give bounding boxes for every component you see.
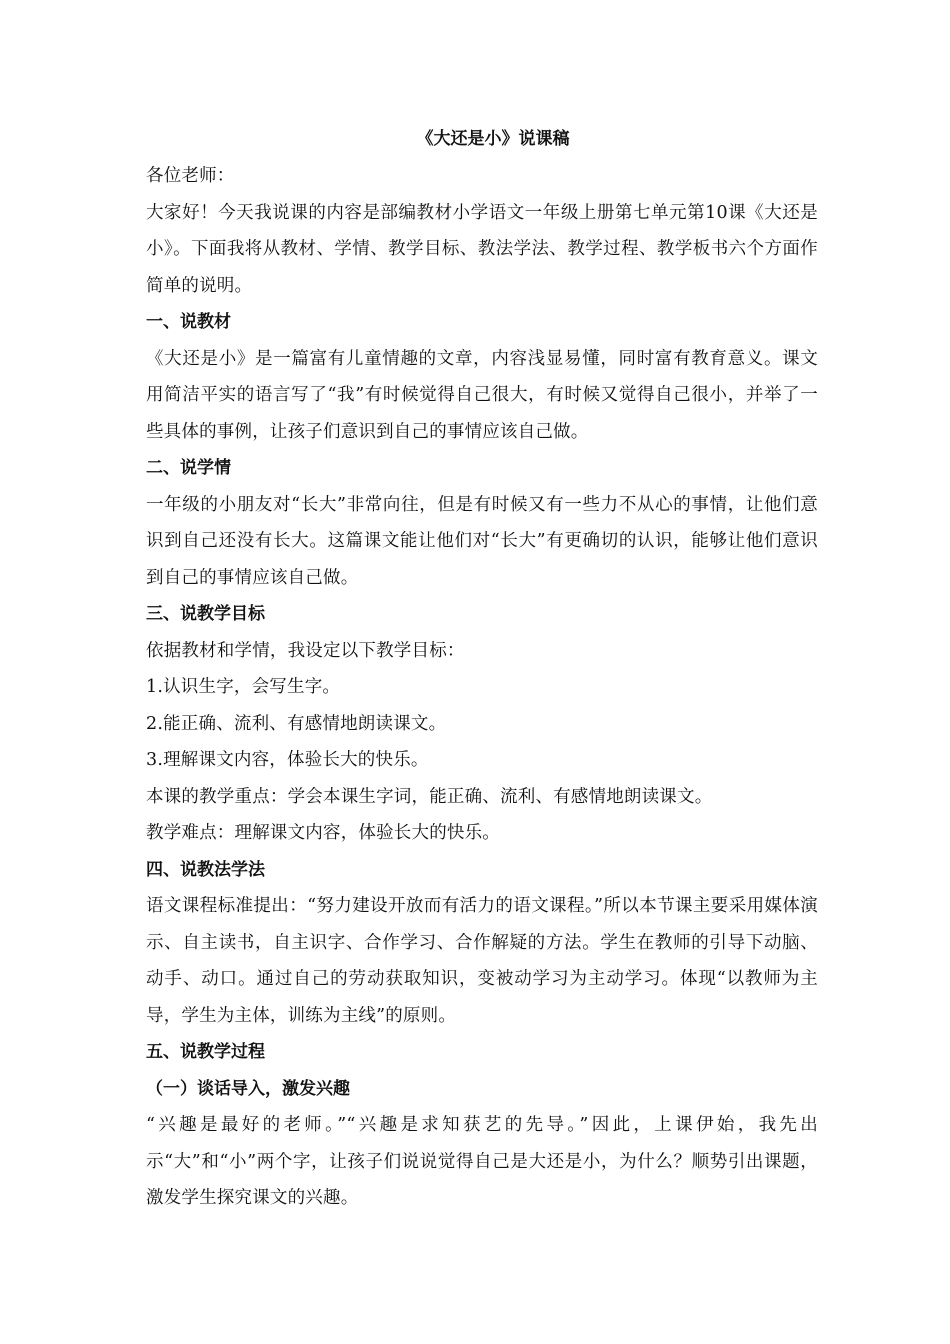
document-title: 《大还是小》说课稿: [416, 129, 570, 149]
goal-item: 3.理解课文内容，体验长大的快乐。: [146, 750, 429, 770]
intro-paragraph: 大家好！今天我说课的内容是部编教材小学语文一年级上册第七单元第10课《大还是小》。下面我将从教材、学情、教学目标、教法学法、教学过程、教学板书六个方面作简单的说明。: [146, 202, 818, 296]
section-heading-process: 五、说教学过程: [146, 1042, 265, 1062]
goals-lead: 依据教材和学情，我设定以下教学目标：: [146, 640, 465, 661]
textbook-paragraph: 《大还是小》是一篇富有儿童情趣的文章，内容浅显易懂，同时富有教育意义。课文用简洁平实的语言写了“我”有时候觉得自己很大，有时候又觉得自己很小，并举了一些具体的事例，让孩子们意识到自己的事情应该自己做。: [146, 348, 818, 442]
greeting: 各位老师：: [146, 166, 235, 186]
intro-activity-paragraph: “兴趣是最好的老师。”“兴趣是求知获艺的先导。”因此，上课伊始，我先出示“大”和“小”两个字，让孩子们说说觉得自己是大还是小，为什么？顺势引出课题，激发学生探究课文的兴趣。: [146, 1115, 818, 1208]
section-heading-methods: 四、说教法学法: [146, 859, 265, 880]
section-heading-textbook: 一、说教材: [146, 312, 231, 332]
students-paragraph: 一年级的小朋友对“长大”非常向往，但是有时候又有一些力不从心的事情，让他们意识到自己还没有长大。这篇课文能让他们对“长大”有更确切的认识，能够让他们意识到自己的事情应该自己做。: [146, 494, 818, 588]
subsection-heading-intro: （一）谈话导入，激发兴趣: [146, 1078, 350, 1099]
goal-item: 1.认识生字，会写生字。: [146, 677, 341, 697]
difficulty: 教学难点：理解课文内容，体验长大的快乐。: [146, 823, 500, 843]
document-body: [146, 124, 818, 1217]
key-point: 本课的教学重点：学会本课生字词，能正确、流利、有感情地朗读课文。: [146, 786, 713, 807]
methods-paragraph: 语文课程标准提出：“努力建设开放而有活力的语文课程。”所以本节课主要采用媒体演示、自主读书，自主识字、合作学习、合作解疑的方法。学生在教师的引导下动脑、动手、动口。通过自己的劳动获取知识，变被动学习为主动学习。体现“以教师为主导，学生为主体，训练为主线”的原则。: [146, 896, 818, 1026]
section-heading-students: 二、说学情: [146, 458, 231, 478]
goal-item: 2.能正确、流利、有感情地朗读课文。: [146, 713, 447, 734]
section-heading-goals: 三、说教学目标: [146, 604, 265, 624]
